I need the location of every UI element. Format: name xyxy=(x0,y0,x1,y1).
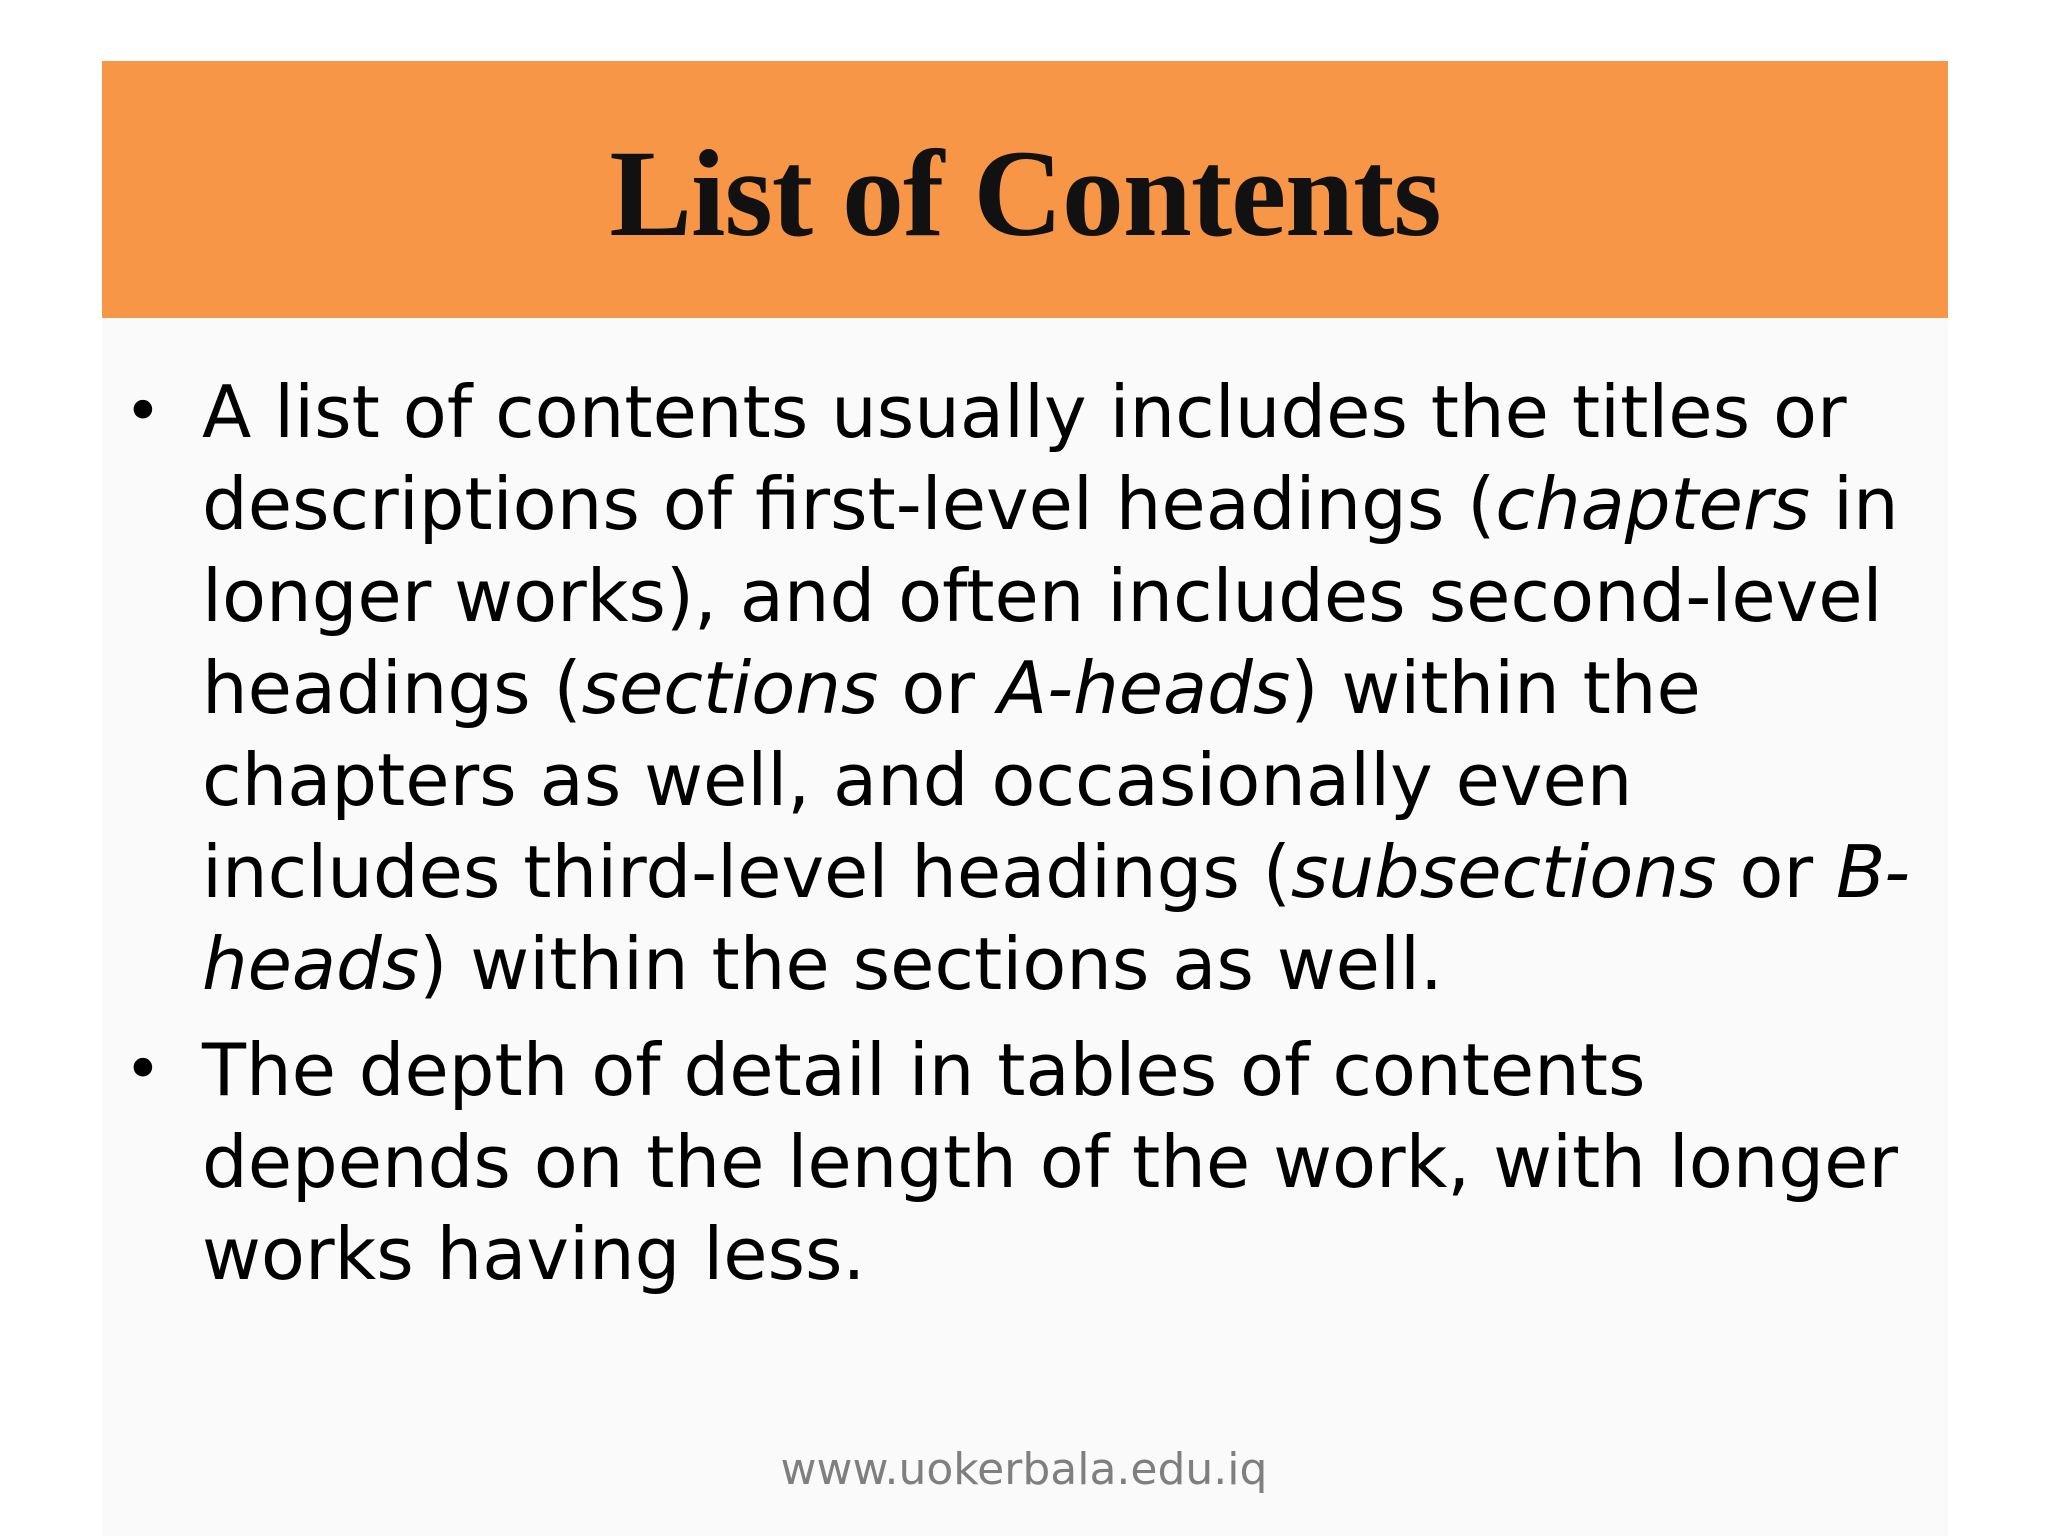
text-segment: A list of contents usually includes the titles or descriptions of first-level headings ( xyxy=(202,370,1847,546)
bullet-list xyxy=(118,366,1938,1314)
text-segment: ) within the sections as well. xyxy=(419,922,1443,1006)
bullet-text-1 xyxy=(202,370,1910,1006)
bullet-item-1 xyxy=(118,366,1938,1010)
text-segment: or xyxy=(878,646,998,730)
text-segment: in longer works), and often includes second-level headings ( xyxy=(202,462,1899,730)
italic-term-b-heads: B-heads xyxy=(202,830,1911,1006)
footer-url: www.uokerbala.edu.iq xyxy=(780,1444,1268,1495)
bullet-marker: • xyxy=(124,375,162,449)
text-segment: ) within the chapters as well, and occasionally even includes third-level headings ( xyxy=(202,646,1701,914)
bullet-item-2 xyxy=(118,1024,1938,1300)
italic-term-chapters: chapters xyxy=(1495,462,1811,546)
italic-term-subsections: subsections xyxy=(1290,830,1717,914)
text-segment: or xyxy=(1716,830,1836,914)
title-bar xyxy=(102,61,1948,318)
slide-title: List of Contents xyxy=(609,124,1441,262)
italic-term-a-heads: A-heads xyxy=(997,646,1291,730)
italic-term-sections: sections xyxy=(581,646,879,730)
bullet-marker: • xyxy=(124,1033,162,1107)
bullet-text-2: The depth of detail in tables of contents depends on the length of the work, with longer works having less. xyxy=(202,1028,1899,1296)
